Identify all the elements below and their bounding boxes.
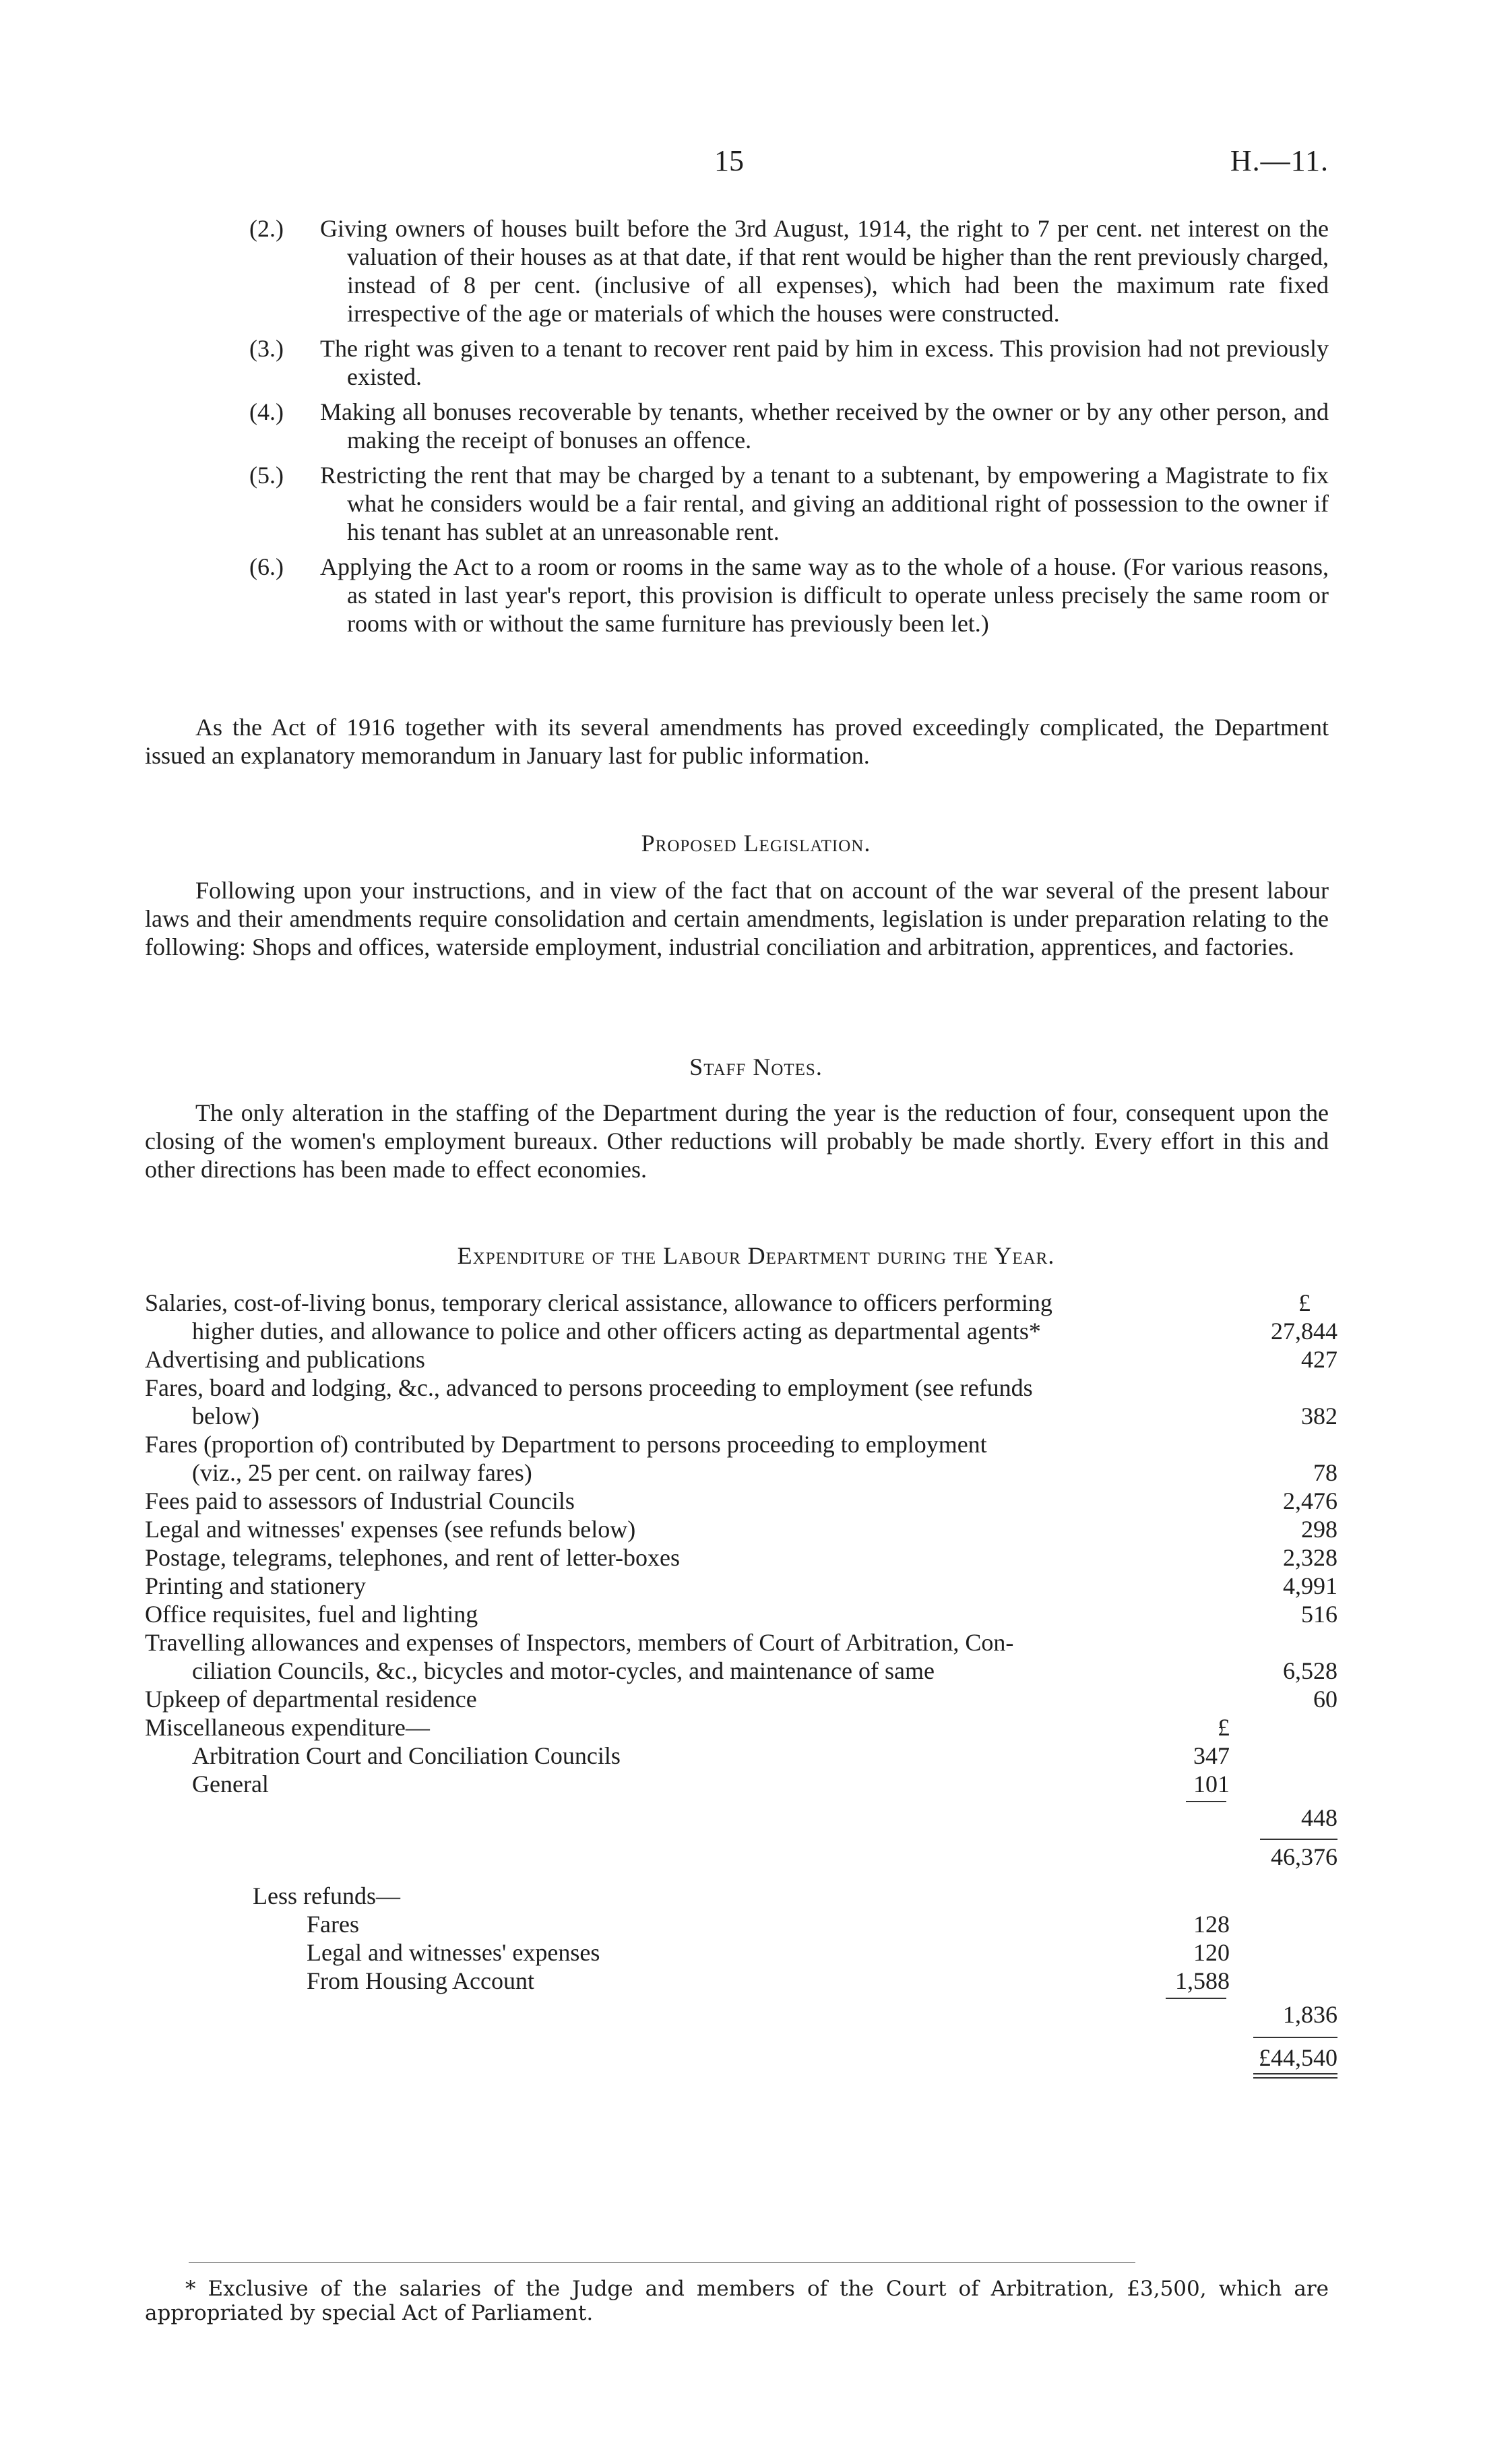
- total-rule: [1260, 1839, 1337, 1840]
- item-number: (6.): [249, 553, 284, 580]
- row-label: Printing and stationery: [145, 1572, 366, 1599]
- footnote-divider: [189, 2262, 1135, 2263]
- double-rule-top: [1253, 2073, 1337, 2074]
- item-number: (5.): [249, 462, 284, 489]
- item-text: Applying the Act to a room or rooms in the same way as to the whole of a house. (For various reasons, as stated in last year's report, this provision is difficult to operate unless precisely the same room or rooms with or without the same furniture has previously been let.): [320, 553, 1329, 637]
- table-row: [145, 1458, 1337, 1487]
- table-row: [145, 1289, 1337, 1317]
- table-row: [145, 1430, 1337, 1458]
- row-label: Fares (proportion of) contributed by Department to persons proceeding to employment: [145, 1431, 987, 1458]
- table-row: [145, 2072, 1337, 2081]
- row-amount: 2,476: [1283, 1487, 1337, 1514]
- row-label: Advertising and publications: [145, 1346, 425, 1373]
- table-row: [145, 1742, 1337, 1770]
- net-total: £44,540: [1259, 2044, 1337, 2071]
- refund-item-amount: 120: [1193, 1939, 1230, 1966]
- page-header: [0, 144, 1512, 185]
- table-row: [145, 1543, 1337, 1572]
- table-row: [145, 1628, 1337, 1657]
- list-item: [145, 553, 1329, 638]
- misc-item-label: General: [192, 1771, 269, 1797]
- double-rule-bottom: [1253, 2077, 1337, 2079]
- misc-item-amount: 347: [1193, 1742, 1230, 1769]
- refund-item-amount: 1,588: [1175, 1967, 1230, 1994]
- proposed-legislation-heading: Proposed Legislation.: [641, 830, 871, 857]
- footnote: * Exclusive of the salaries of the Judge and members of the Court of Arbitration, £3,500, which are appropriated by special Act of Parliament.: [145, 2277, 1329, 2325]
- refunds-label: Less refunds—: [253, 1882, 400, 1909]
- row-amount: 516: [1301, 1601, 1337, 1628]
- item-text: The right was given to a tenant to recover rent paid by him in excess. This provision had not previously existed.: [320, 335, 1329, 390]
- row-amount: 2,328: [1283, 1544, 1337, 1571]
- row-label: Postage, telegrams, telephones, and rent of letter-boxes: [145, 1544, 681, 1571]
- total-rule: [1253, 2037, 1337, 2038]
- table-row: [145, 1402, 1337, 1430]
- table-row: [145, 1600, 1337, 1628]
- row-label-continued: (viz., 25 per cent. on railway fares): [192, 1459, 532, 1486]
- misc-item-amount: 101: [1193, 1771, 1230, 1797]
- item-text: Making all bonuses recoverable by tenants, whether received by the owner or by any other person, and making the receipt of bonuses an offence.: [320, 398, 1329, 454]
- row-label: Fees paid to assessors of Industrial Councils: [145, 1487, 575, 1514]
- table-row: [145, 1938, 1337, 1967]
- document-reference: H.—11.: [1230, 144, 1329, 177]
- expenditure-heading: Expenditure of the Labour Department during the Year.: [457, 1242, 1055, 1269]
- table-row: [145, 1657, 1337, 1685]
- row-amount: 27,844: [1271, 1318, 1337, 1345]
- row-label: Upkeep of departmental residence: [145, 1686, 477, 1713]
- row-label-continued: below): [192, 1403, 259, 1429]
- refund-item-label: Legal and witnesses' expenses: [307, 1939, 600, 1966]
- page-number: 15: [714, 144, 744, 177]
- item-number: (3.): [249, 335, 284, 362]
- row-label: Fares, board and lodging, &c., advanced to persons proceeding to employment (see refunds: [145, 1374, 1033, 1401]
- table-row: [145, 1685, 1337, 1713]
- item-text: Restricting the rent that may be charged by a tenant to a subtenant, by empowering a Magistrate to fix what he considers would be a fair rental, and giving an additional right of possession to the owner if his tenant has sublet at an unreasonable rent.: [320, 462, 1329, 545]
- table-row: [145, 1882, 1337, 1910]
- subtotal-rule: [1186, 1801, 1226, 1802]
- row-amount: 4,991: [1283, 1572, 1337, 1599]
- list-item: [145, 398, 1329, 454]
- row-amount: 78: [1313, 1459, 1337, 1486]
- table-row: [145, 1374, 1337, 1402]
- item-number: (2.): [249, 215, 284, 242]
- table-row: [145, 1910, 1337, 1938]
- table-row: [145, 1832, 1337, 1872]
- subtotal-rule: [1166, 1998, 1226, 1999]
- refund-item-label: Fares: [307, 1911, 359, 1938]
- table-row: [145, 1995, 1337, 2029]
- item-number: (4.): [249, 398, 284, 425]
- refunds-total: 1,836: [1283, 2001, 1337, 2028]
- refund-item-amount: 128: [1193, 1911, 1230, 1938]
- misc-label: Miscellaneous expenditure—: [145, 1714, 430, 1741]
- table-row: [145, 2029, 1337, 2072]
- item-text: Giving owners of houses built before the 3rd August, 1914, the right to 7 per cent. net interest on the valuation of their houses as at that date, if that rent would be higher than the rent previously charged, instead of 8 per cent. (inclusive of all expenses), which had been the maximum rate fixed irrespective of the age or materials of which the houses were constructed.: [320, 215, 1329, 327]
- table-row: [145, 1487, 1337, 1515]
- table-row: [145, 1713, 1337, 1742]
- row-amount: 60: [1313, 1686, 1337, 1713]
- sub-currency-symbol: £: [1218, 1714, 1230, 1741]
- currency-symbol: £: [1298, 1289, 1311, 1316]
- row-amount: 382: [1301, 1403, 1337, 1429]
- proposed-legislation-text: Following upon your instructions, and in view of the fact that on account of the war several of the present labour laws and their amendments require consolidation and certain amendments, legislation is under preparation relating to the following: Shops and offices, waterside employment, industrial conciliation and arbitration, apprentices, and factories.: [145, 877, 1329, 960]
- table-row: [145, 1515, 1337, 1543]
- staff-notes-text: The only alteration in the staffing of the Department during the year is the reduction of four, consequent upon the closing of the women's employment bureaux. Other reductions will probably be made shortly. Every effort in this and other directions has been made to effect economies.: [145, 1099, 1329, 1183]
- provisions-list: [145, 214, 1329, 644]
- list-item: [145, 334, 1329, 391]
- row-label: Legal and witnesses' expenses (see refunds below): [145, 1516, 636, 1543]
- row-label: Travelling allowances and expenses of Inspectors, members of Court of Arbitration, Con-: [145, 1629, 1014, 1656]
- row-amount: 427: [1301, 1346, 1337, 1373]
- table-row: [145, 1345, 1337, 1374]
- list-item: [145, 214, 1329, 328]
- act-paragraph: As the Act of 1916 together with its several amendments has proved exceedingly complicated, the Department issued an explanatory memorandum in January last for public information.: [145, 714, 1329, 769]
- row-label-continued: ciliation Councils, &c., bicycles and motor-cycles, and maintenance of same: [192, 1657, 935, 1684]
- row-label-continued: higher duties, and allowance to police and other officers acting as departmental agents*: [192, 1318, 1041, 1345]
- table-row: [145, 1798, 1337, 1832]
- row-amount: 298: [1301, 1516, 1337, 1543]
- misc-item-label: Arbitration Court and Conciliation Councils: [192, 1742, 621, 1769]
- row-label: Salaries, cost-of-living bonus, temporary clerical assistance, allowance to officers performing: [145, 1289, 1052, 1316]
- row-amount: 6,528: [1283, 1657, 1337, 1684]
- expenditure-table: [145, 1289, 1337, 2081]
- gross-total: 46,376: [1271, 1843, 1337, 1870]
- table-row: [145, 1770, 1337, 1798]
- table-row: [145, 1967, 1337, 1995]
- staff-notes-heading: Staff Notes.: [689, 1053, 823, 1080]
- row-label: Office requisites, fuel and lighting: [145, 1601, 478, 1628]
- misc-total: 448: [1301, 1804, 1337, 1831]
- refund-item-label: From Housing Account: [307, 1967, 534, 1994]
- table-row: [145, 1572, 1337, 1600]
- table-row: [145, 1317, 1337, 1345]
- list-item: [145, 461, 1329, 546]
